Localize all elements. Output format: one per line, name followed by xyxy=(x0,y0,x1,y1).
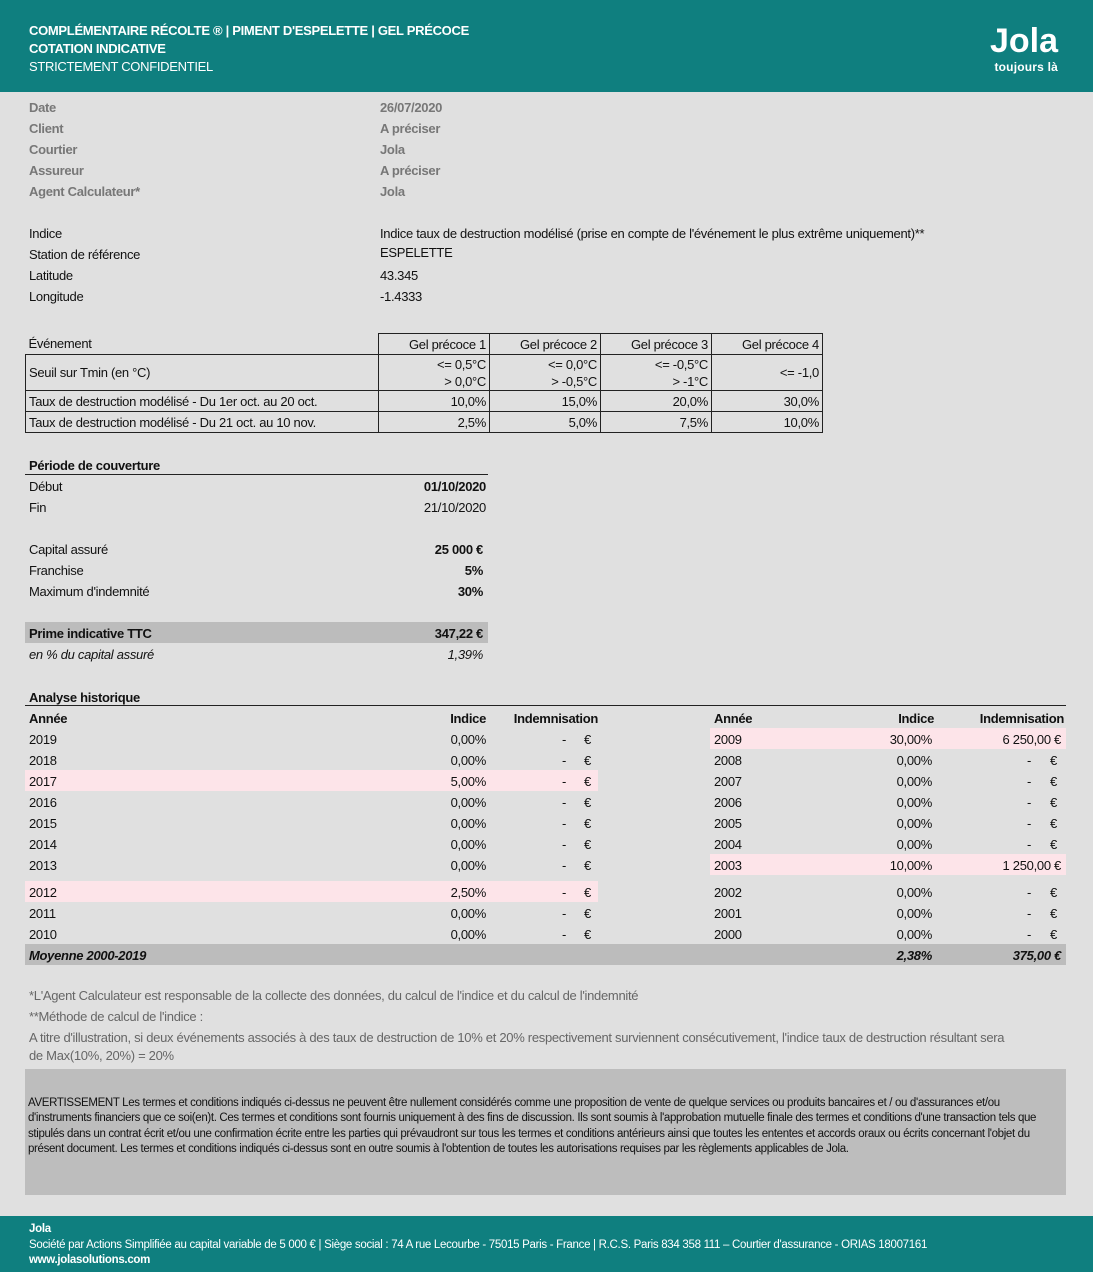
history-currency: € xyxy=(1050,837,1057,852)
footer-legal: Société par Actions Simplifiée au capital variable de 5 000 € | Siège social : 74 A rue Lecourbe - 75015 Paris - France | R.C.S. Paris 834 358 111 – Courtier d'assurance - ORIAS 18007161 xyxy=(29,1239,928,1251)
history-left-year-header: Année xyxy=(29,711,68,726)
history-year: 2011 xyxy=(29,906,56,921)
rate2-cell-1: 2,5% xyxy=(379,412,490,433)
threshold-3-lower: > -1°C xyxy=(672,373,708,389)
history-highlight xyxy=(25,770,598,791)
history-index: 0,00% xyxy=(450,732,486,747)
average-index: 2,38% xyxy=(896,948,932,963)
history-index: 0,00% xyxy=(896,774,932,789)
note-agent: *L'Agent Calculateur est responsable de la collecte des données, du calcul de l'indice et du calcul de l'indemnité xyxy=(29,988,639,1003)
document-title: COMPLÉMENTAIRE RÉCOLTE ® | PIMENT D'ESPELETTE | GEL PRÉCOCE xyxy=(29,23,469,38)
rate2-cell-2: 5,0% xyxy=(490,412,601,433)
history-indemnity: - xyxy=(1027,774,1032,789)
threshold-2-upper: <= 0,0°C xyxy=(547,356,597,372)
threshold-cell-3 xyxy=(601,355,712,391)
history-index: 0,00% xyxy=(896,885,932,900)
history-currency: € xyxy=(584,753,591,768)
history-year: 2018 xyxy=(29,753,57,768)
history-year: 2014 xyxy=(29,837,57,852)
history-year: 2009 xyxy=(714,732,742,747)
history-currency: € xyxy=(584,732,591,747)
history-index: 0,00% xyxy=(450,927,486,942)
history-year: 2010 xyxy=(29,927,57,942)
history-indemnity: - xyxy=(1027,906,1032,921)
history-currency: € xyxy=(1050,906,1057,921)
event-col-3: Gel précoce 3 xyxy=(601,334,712,355)
history-year: 2012 xyxy=(29,885,57,900)
agent-value: Jola xyxy=(380,184,405,199)
rate2-row xyxy=(26,412,823,433)
threshold-3-upper: <= -0,5°C xyxy=(654,356,708,372)
history-year: 2000 xyxy=(714,927,742,942)
history-index: 0,00% xyxy=(896,837,932,852)
courtier-value: Jola xyxy=(380,142,405,157)
footer-banner xyxy=(0,1216,1093,1272)
threshold-1-lower: > 0,0°C xyxy=(444,373,486,389)
premium-pct-label: en % du capital assuré xyxy=(29,647,154,662)
threshold-2-lower: > -0,5°C xyxy=(551,373,597,389)
history-index: 0,00% xyxy=(896,816,932,831)
history-year: 2013 xyxy=(29,858,57,873)
capital-label: Capital assuré xyxy=(29,542,108,557)
history-currency: € xyxy=(1050,927,1057,942)
event-head-label: Événement xyxy=(26,334,379,355)
history-title: Analyse historique xyxy=(29,690,140,705)
date-value: 26/07/2020 xyxy=(380,100,443,115)
average-indemnity: 375,00 € xyxy=(1012,948,1061,963)
history-currency: € xyxy=(1050,795,1057,810)
rate1-cell-2: 15,0% xyxy=(490,391,601,412)
history-year: 2005 xyxy=(714,816,742,831)
premium-label: Prime indicative TTC xyxy=(29,626,152,641)
event-col-1: Gel précoce 1 xyxy=(379,334,490,355)
history-index: 0,00% xyxy=(896,753,932,768)
courtier-label: Courtier xyxy=(29,142,78,157)
history-currency: € xyxy=(584,858,591,873)
history-right-index-header: Indice xyxy=(898,711,934,726)
rate1-label: Taux de destruction modélisé - Du 1er oct. au 20 oct. xyxy=(26,391,379,412)
assureur-label: Assureur xyxy=(29,163,84,178)
rate1-cell-1: 10,0% xyxy=(379,391,490,412)
capital-value: 25 000 € xyxy=(434,542,483,557)
logo-name: Jola xyxy=(989,22,1058,60)
history-currency: € xyxy=(584,906,591,921)
debut-value: 01/10/2020 xyxy=(423,479,486,494)
indice-label: Indice xyxy=(29,226,62,241)
history-indemnity: - xyxy=(1027,885,1032,900)
threshold-label: Seuil sur Tmin (en °C) xyxy=(26,355,379,391)
history-index: 0,00% xyxy=(896,906,932,921)
history-indemnity: - xyxy=(562,774,567,789)
note-method: **Méthode de calcul de l'indice : xyxy=(29,1009,203,1024)
history-year: 2002 xyxy=(714,885,742,900)
logo-tagline: toujours là xyxy=(994,60,1058,74)
disclaimer-text: AVERTISSEMENT Les termes et conditions indiqués ci-dessus ne peuvent être nullement considérés comme une proposition de vente de quelque services ou produits bancaires et / ou d'assurances et/ou d'instruments financiers que ce soi(en)t. Ces termes et conditions sont fournis uniquement à des fins de discussion. Ils sont soumis à l'approbation mutuelle finale des termes et conditions d'une transaction tels que stipulés dans un contrat écrit et/ou une confirmation écrite entre les parties qui prévaudront sur tous les termes et conditions antérieurs ainsi que toutes les ententes et accords oraux ou écrits concernant l'objet du présent document. Les termes et conditions indiqués ci-dessus sont en outre soumis à l'obtention de toutes les autorisations requises par les règlements applicables de Jola. xyxy=(28,1097,1037,1155)
history-indemnity: - xyxy=(1027,795,1032,810)
longitude-value: -1.4333 xyxy=(380,289,422,304)
threshold-1-upper: <= 0,5°C xyxy=(436,356,486,372)
franchise-value: 5% xyxy=(464,563,483,578)
history-index: 0,00% xyxy=(896,927,932,942)
agent-label: Agent Calculateur* xyxy=(29,184,140,199)
threshold-cell-2 xyxy=(490,355,601,391)
average-label: Moyenne 2000-2019 xyxy=(29,948,147,963)
history-index: 0,00% xyxy=(450,816,486,831)
jola-logo xyxy=(990,22,1058,74)
debut-label: Début xyxy=(29,479,63,494)
station-value: ESPELETTE xyxy=(380,245,453,260)
threshold-cell-1 xyxy=(379,355,490,391)
history-divider xyxy=(25,705,1066,706)
rate1-cell-3: 20,0% xyxy=(601,391,712,412)
history-year: 2004 xyxy=(714,837,742,852)
latitude-label: Latitude xyxy=(29,268,73,283)
history-index: 5,00% xyxy=(450,774,486,789)
history-year: 2017 xyxy=(29,774,57,789)
date-label: Date xyxy=(29,100,56,115)
franchise-label: Franchise xyxy=(29,563,84,578)
rate1-cell-4: 30,0% xyxy=(712,391,823,412)
history-right-indem-header: Indemnisation xyxy=(979,711,1064,726)
history-indemnity: - xyxy=(562,795,567,810)
history-indemnity: - xyxy=(562,906,567,921)
history-left-indem-header: Indemnisation xyxy=(513,711,598,726)
history-index: 2,50% xyxy=(450,885,486,900)
history-index: 0,00% xyxy=(450,795,486,810)
history-index: 30,00% xyxy=(889,732,932,747)
history-currency: € xyxy=(584,837,591,852)
history-indemnity: - xyxy=(1027,816,1032,831)
station-label: Station de référence xyxy=(29,247,141,262)
event-col-4: Gel précoce 4 xyxy=(712,334,823,355)
history-currency: € xyxy=(1050,885,1057,900)
premium-pct-value: 1,39% xyxy=(447,647,483,662)
footer-company: Jola xyxy=(29,1223,51,1235)
history-indemnity: - xyxy=(562,927,567,942)
history-currency: € xyxy=(584,816,591,831)
rate2-label: Taux de destruction modélisé - Du 21 oct. au 10 nov. xyxy=(26,412,379,433)
coverage-title: Période de couverture xyxy=(29,458,160,473)
assureur-value: A préciser xyxy=(380,163,441,178)
history-year: 2015 xyxy=(29,816,57,831)
indice-value: Indice taux de destruction modélisé (prise en compte de l'événement le plus extrême uniquement)** xyxy=(380,226,925,241)
fin-label: Fin xyxy=(29,500,47,515)
confidential-label: STRICTEMENT CONFIDENTIEL xyxy=(29,59,213,74)
client-label: Client xyxy=(29,121,64,136)
history-year: 2001 xyxy=(714,906,742,921)
history-currency: € xyxy=(584,795,591,810)
disclaimer-box xyxy=(25,1069,1066,1195)
history-indemnity: 6 250,00 € xyxy=(1002,732,1061,747)
coverage-divider xyxy=(25,474,488,475)
history-indemnity: - xyxy=(562,816,567,831)
history-currency: € xyxy=(1050,774,1057,789)
history-currency: € xyxy=(584,885,591,900)
history-indemnity: 1 250,00 € xyxy=(1002,858,1061,873)
client-value: A préciser xyxy=(380,121,441,136)
history-right-year-header: Année xyxy=(714,711,753,726)
history-indemnity: - xyxy=(562,732,567,747)
history-year: 2016 xyxy=(29,795,57,810)
fin-value: 21/10/2020 xyxy=(423,500,486,515)
history-year: 2006 xyxy=(714,795,742,810)
history-year: 2003 xyxy=(714,858,742,873)
rate2-cell-4: 10,0% xyxy=(712,412,823,433)
event-col-2: Gel précoce 2 xyxy=(490,334,601,355)
event-table xyxy=(25,333,823,433)
history-index: 10,00% xyxy=(889,858,932,873)
history-index: 0,00% xyxy=(896,795,932,810)
threshold-row xyxy=(26,355,823,391)
max-indemnity-label: Maximum d'indemnité xyxy=(29,584,150,599)
history-index: 0,00% xyxy=(450,837,486,852)
footer-website-link[interactable]: www.jolasolutions.com xyxy=(29,1254,151,1266)
rate2-cell-3: 7,5% xyxy=(601,412,712,433)
longitude-label: Longitude xyxy=(29,289,84,304)
history-indemnity: - xyxy=(562,753,567,768)
history-index: 0,00% xyxy=(450,906,486,921)
history-index: 0,00% xyxy=(450,753,486,768)
history-year: 2019 xyxy=(29,732,57,747)
history-indemnity: - xyxy=(562,837,567,852)
history-year: 2007 xyxy=(714,774,742,789)
note-illustration-1: A titre d'illustration, si deux événements associés à des taux de destruction de 10% et 20% respectivement surviennent consécutivement, l'indice taux de destruction résultant sera xyxy=(29,1030,1005,1045)
event-header-row xyxy=(26,334,823,355)
history-currency: € xyxy=(584,774,591,789)
latitude-value: 43.345 xyxy=(380,268,418,283)
history-highlight xyxy=(25,881,598,902)
history-indemnity: - xyxy=(1027,927,1032,942)
history-indemnity: - xyxy=(1027,753,1032,768)
document-subtitle: COTATION INDICATIVE xyxy=(29,41,166,56)
history-currency: € xyxy=(1050,753,1057,768)
history-indemnity: - xyxy=(1027,837,1032,852)
header-banner xyxy=(0,0,1093,92)
history-indemnity: - xyxy=(562,858,567,873)
note-illustration-2: de Max(10%, 20%) = 20% xyxy=(29,1048,174,1063)
history-indemnity: - xyxy=(562,885,567,900)
history-index: 0,00% xyxy=(450,858,486,873)
history-currency: € xyxy=(1050,816,1057,831)
max-indemnity-value: 30% xyxy=(457,584,483,599)
history-year: 2008 xyxy=(714,753,742,768)
threshold-cell-4: <= -1,0 xyxy=(712,355,823,391)
premium-value: 347,22 € xyxy=(434,626,483,641)
history-left-index-header: Indice xyxy=(450,711,486,726)
history-currency: € xyxy=(584,927,591,942)
rate1-row xyxy=(26,391,823,412)
